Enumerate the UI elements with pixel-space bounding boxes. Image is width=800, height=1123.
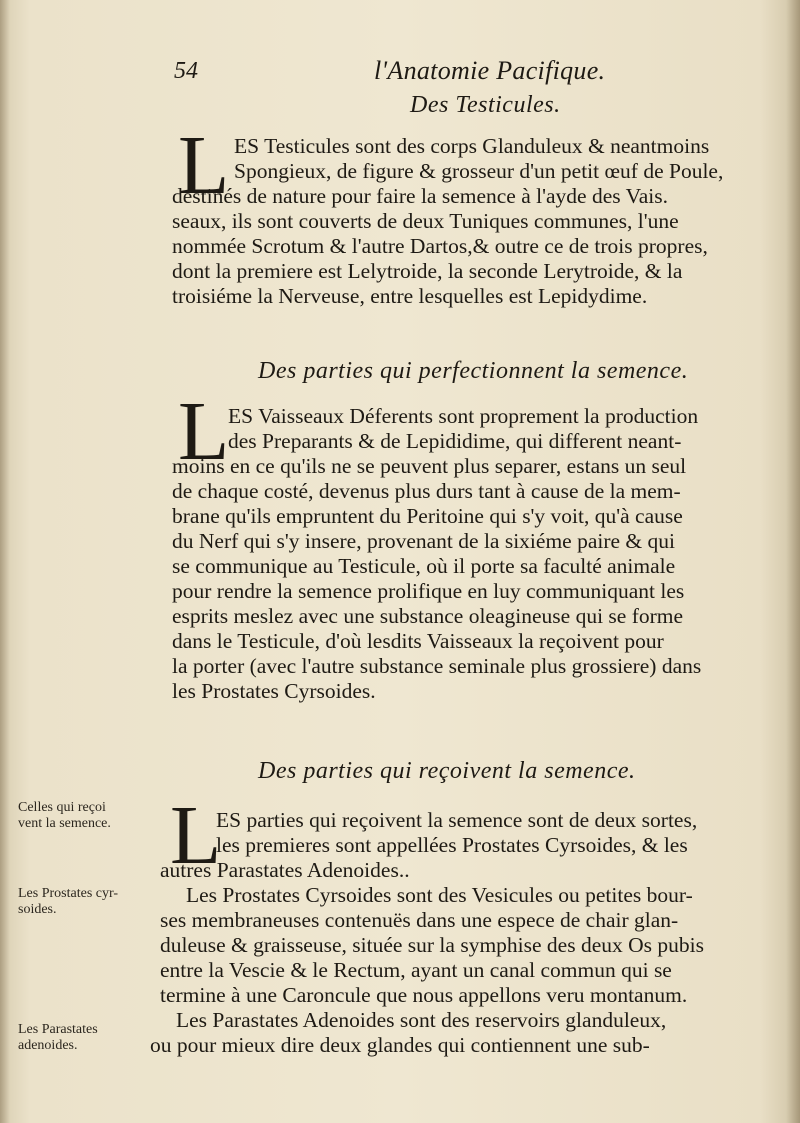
margin-note-line: adenoides.: [18, 1038, 78, 1053]
page-number: 54: [174, 58, 198, 84]
text-line: Spongieux, de figure & grosseur d'un petit œuf de Poule,: [234, 159, 724, 183]
text-line: dans le Testicule, d'où lesdits Vaisseaux la reçoivent pour: [172, 629, 664, 653]
text-line: entre la Vescie & le Rectum, ayant un canal commun qui se: [160, 958, 672, 982]
text-line: ES Vaisseaux Déferents sont proprement la production: [228, 404, 699, 428]
text-line: ou pour mieux dire deux glandes qui contiennent une sub-: [150, 1033, 650, 1057]
section-heading-perfectionnent: Des parties qui perfectionnent la semence.: [258, 358, 689, 384]
text-line: pour rendre la semence prolifique en luy communiquant les: [172, 579, 685, 603]
margin-note-line: Celles qui reçoi: [18, 800, 106, 815]
margin-note-parastates: [18, 1022, 98, 1054]
text-line: nommée Scrotum & l'autre Dartos,& outre ce de trois propres,: [172, 234, 708, 258]
text-line: seaux, ils sont couverts de deux Tuniques communes, l'une: [172, 209, 679, 233]
text-line: autres Parastates Adenoides..: [160, 858, 410, 882]
text-line: destinés de nature pour faire la semence à l'ayde des Vais.: [172, 184, 668, 208]
text-line: ES Testicules sont des corps Glanduleux & neantmoins: [234, 134, 710, 158]
page-edge-shadow: [786, 0, 800, 1123]
margin-note-line: vent la semence.: [18, 816, 111, 831]
text-line: des Preparants & de Lepididime, qui different neant-: [228, 429, 682, 453]
paragraph-testicules: [172, 119, 724, 309]
page-header: [160, 52, 780, 92]
paragraph-perfectionnent: [172, 385, 702, 704]
drop-cap: L: [170, 789, 222, 882]
text-line: les Prostates Cyrsoides.: [172, 679, 376, 703]
text-line: du Nerf qui s'y insere, provenant de la sixiéme paire & qui: [172, 529, 676, 553]
text-line: moins en ce qu'ils ne se peuvent plus separer, estans un seul: [172, 454, 687, 478]
paragraph-recoivent: [150, 789, 704, 1058]
running-title: l'Anatomie Pacifique.: [374, 56, 606, 85]
page-gutter-shadow: [0, 0, 10, 1123]
margin-note-prostates: [18, 886, 118, 918]
text-line: de chaque costé, devenus plus durs tant à cause de la mem-: [172, 479, 681, 503]
section-heading-testicules: Des Testicules.: [410, 92, 561, 118]
margin-note-line: Les Parastates: [18, 1022, 98, 1037]
text-line: esprits meslez avec une substance oleagineuse qui se forme: [172, 604, 684, 628]
text-line: la porter (avec l'autre substance seminale plus grossiere) dans: [172, 654, 702, 678]
text-line: ES parties qui reçoivent la semence sont de deux sortes,: [216, 808, 698, 832]
text-line: duleuse & graisseuse, située sur la symphise des deux Os pubis: [160, 933, 704, 957]
drop-cap: L: [178, 385, 230, 478]
text-line: Les Prostates Cyrsoides sont des Vesicules ou petites bour-: [186, 883, 693, 907]
text-line: les premieres sont appellées Prostates Cyrsoides, & les: [216, 833, 688, 857]
text-line: termine à une Caroncule que nous appellons veru montanum.: [160, 983, 688, 1007]
text-line: troisiéme la Nerveuse, entre lesquelles est Lepidydime.: [172, 284, 648, 308]
text-line: ses membraneuses contenuës dans une espece de chair glan-: [160, 908, 679, 932]
text-line: brane qu'ils empruntent du Peritoine qui s'y voit, qu'à cause: [172, 504, 683, 528]
text-line: Les Parastates Adenoides sont des reservoirs glanduleux,: [176, 1008, 667, 1032]
section-heading-recoivent: Des parties qui reçoivent la semence.: [258, 758, 636, 784]
margin-note-line: Les Prostates cyr-: [18, 886, 119, 901]
text-line: se communique au Testicule, où il porte sa faculté animale: [172, 554, 676, 578]
text-line: dont la premiere est Lelytroide, la seconde Lerytroide, & la: [172, 259, 683, 283]
margin-note-recoivent: [18, 800, 111, 832]
margin-note-line: soides.: [18, 902, 57, 917]
drop-cap: L: [178, 119, 230, 212]
